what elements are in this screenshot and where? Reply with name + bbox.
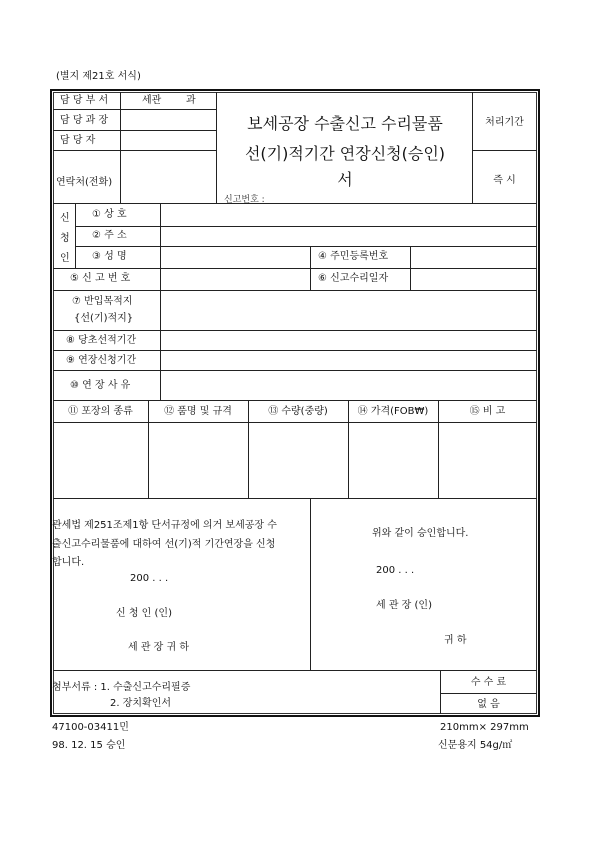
fee-label: 수 수 료 (470, 677, 507, 688)
goods-col-price: ⑭ 가격(FOB₩) (357, 406, 429, 417)
paper-type: 신문용지 54g/㎡ (438, 740, 513, 751)
extension-period-label: ⑨ 연장신청기간 (66, 355, 137, 366)
title-line-1: 보세공장 수출신고 수리물품 (247, 114, 443, 133)
attachments-label: 첨부서류 : 1. 수출신고수리필증 (52, 682, 191, 693)
paper-size: 210mm× 297mm (440, 722, 529, 733)
dept-value-customs: 세관 (142, 95, 162, 106)
applicant-side-char-3: 인 (60, 253, 70, 264)
destination-sublabel: {선(기)적지} (74, 313, 134, 324)
approval-date: 200 . . . (376, 565, 415, 576)
initial-period-label: ⑧ 당초선적기간 (66, 335, 137, 346)
declaration-addressee: 세 관 장 귀 하 (128, 642, 190, 653)
goods-col-remarks: ⑮ 비 고 (469, 406, 506, 417)
person-in-charge-label: 담 당 자 (60, 135, 96, 146)
goods-col-description: ⑫ 품명 및 규격 (164, 406, 232, 417)
resident-number-label: ④ 주민등록번호 (318, 251, 389, 262)
declaration-applicant-sign: 신 청 인 (인) (116, 608, 172, 619)
applicant-side-char-1: 신 (60, 213, 70, 224)
goods-col-packaging: ⑪ 포장의 종류 (68, 406, 133, 417)
applicant-side-char-2: 청 (60, 233, 70, 244)
report-number-field-label: ⑤ 신 고 번 호 (70, 273, 131, 284)
declaration-date: 200 . . . (130, 573, 169, 584)
title-line-3: 서 (337, 170, 353, 189)
section-chief-label: 담 당 과 장 (60, 115, 109, 126)
name-label: ③ 성 명 (92, 251, 127, 262)
trade-name-label: ① 상 호 (92, 209, 127, 220)
approval-statement: 위와 같이 승인합니다. (372, 528, 469, 539)
form-code: 47100-03411민 (52, 722, 129, 733)
declaration-line-3: 합니다. (52, 557, 85, 568)
dept-label: 담 당 부 서 (60, 95, 109, 106)
extension-reason-label: ⑩ 연 장 사 유 (70, 380, 131, 391)
approval-addressee: 귀 하 (444, 635, 467, 646)
attachment-item-2: 2. 장치확인서 (110, 698, 172, 709)
goods-col-quantity: ⑬ 수량(중량) (268, 406, 328, 417)
processing-period-value: 즉 시 (493, 175, 516, 186)
approval-signer: 세 관 장 (인) (376, 600, 432, 611)
acceptance-date-label: ⑥ 신고수리일자 (318, 273, 389, 284)
form-reference: (별지 제21호 서식) (56, 71, 141, 82)
declaration-line-1: 관세법 제251조제1항 단서규정에 의거 보세공장 수 (52, 520, 277, 531)
destination-label: ⑦ 반입목적지 (72, 296, 133, 307)
title-line-2: 선(기)적기간 연장신청(승인) (244, 144, 446, 163)
contact-label: 연락처(전화) (56, 177, 113, 188)
processing-period-label: 처리기간 (485, 117, 524, 128)
dept-value-section: 과 (186, 95, 196, 106)
address-label: ② 주 소 (92, 230, 127, 241)
approval-stamp-date: 98. 12. 15 승인 (52, 740, 126, 751)
report-number-label: 신고번호 : (224, 195, 265, 205)
fee-value: 없 음 (477, 699, 500, 710)
declaration-line-2: 출신고수리물품에 대하여 선(기)적 기간연장을 신청 (52, 539, 276, 550)
